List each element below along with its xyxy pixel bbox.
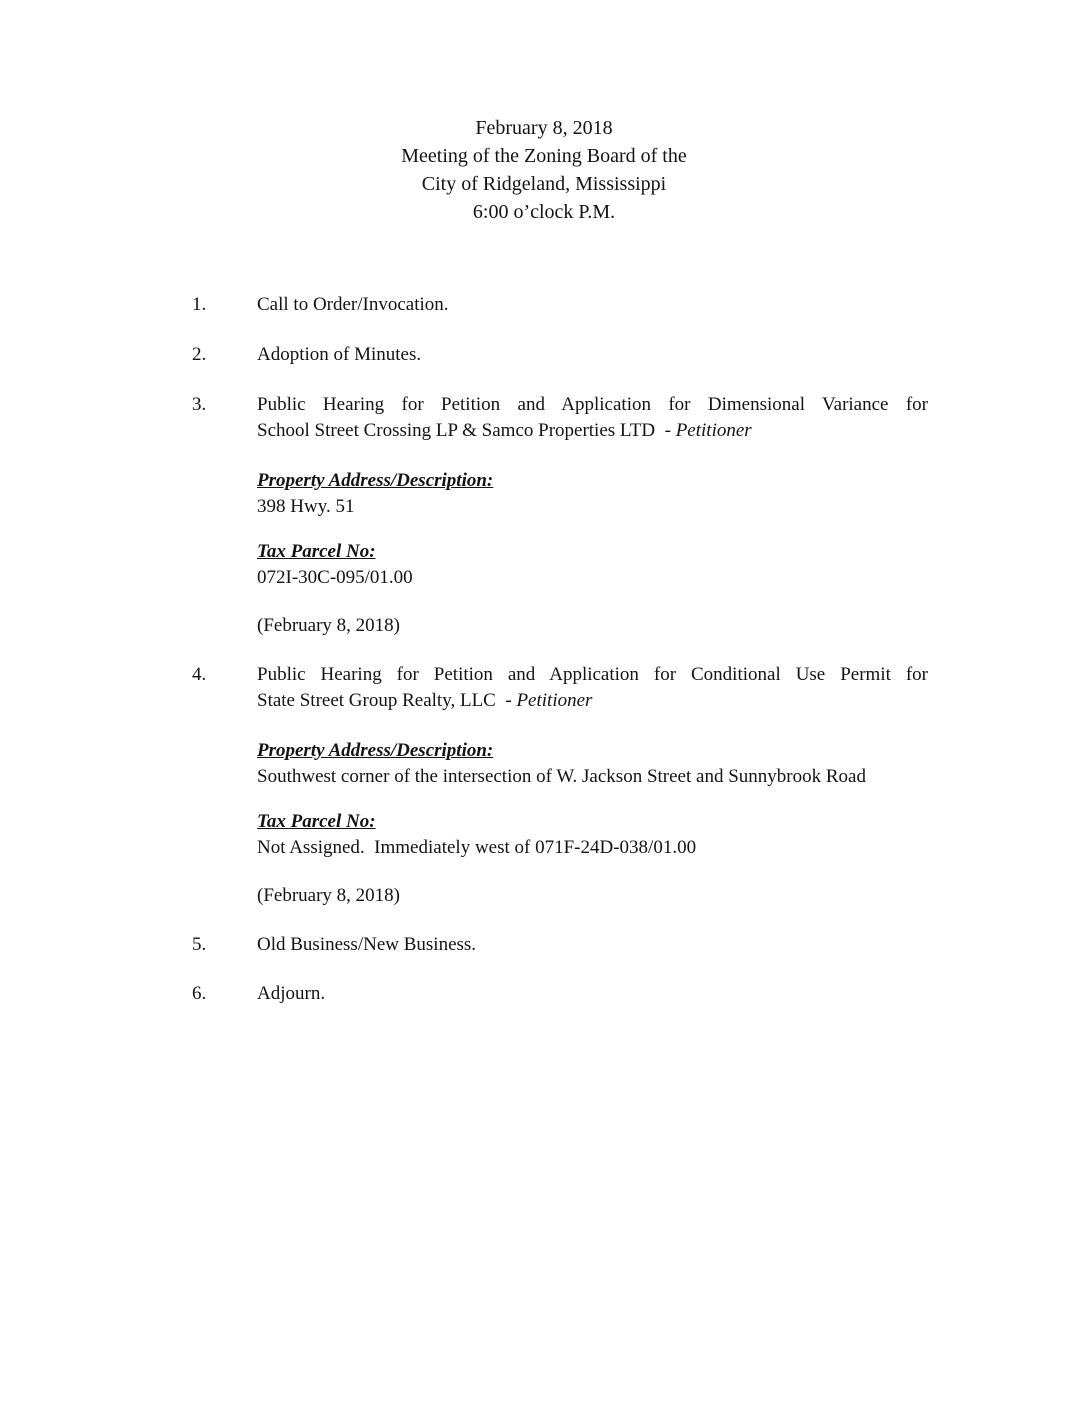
hearing-date-note: (February 8, 2018): [257, 885, 400, 906]
tax-parcel-label: Tax Parcel No:: [257, 811, 376, 832]
item-text-line1: Public Hearing for Petition and Application for Conditional Use Permit for: [257, 664, 928, 685]
property-address-label: Property Address/Description:: [257, 470, 494, 491]
tax-parcel-value: Not Assigned. Immediately west of 071F-24D-038/01.00: [257, 837, 697, 858]
item-number: 2.: [192, 344, 207, 365]
property-address-value: Southwest corner of the intersection of W. Jackson Street and Sunnybrook Road: [257, 766, 866, 787]
property-address-block: [257, 738, 928, 790]
header-city-line: City of Ridgeland, Mississippi: [421, 173, 667, 195]
item-text-line2: [257, 688, 928, 714]
property-address-block: [257, 468, 928, 520]
tax-parcel-block: [257, 539, 928, 591]
petition-subject: School Street Crossing LP & Samco Properties LTD: [257, 420, 656, 441]
petitioner-label: Petitioner: [516, 690, 593, 711]
item-text: Adoption of Minutes.: [257, 344, 422, 365]
item-number: 3.: [192, 394, 207, 415]
agenda-item-1: [192, 292, 932, 318]
item-number: 1.: [192, 294, 207, 315]
item-number: 5.: [192, 934, 207, 955]
item-text: Call to Order/Invocation.: [257, 294, 449, 315]
item-number: 4.: [192, 664, 207, 685]
header-meeting-line: Meeting of the Zoning Board of the: [401, 145, 687, 167]
hearing-date-note: (February 8, 2018): [257, 615, 400, 636]
agenda-item-2: [192, 342, 932, 368]
item-text: Old Business/New Business.: [257, 934, 477, 955]
petitioner-separator: -: [655, 420, 676, 441]
property-address-value: 398 Hwy. 51: [257, 496, 355, 517]
tax-parcel-value: 072I-30C-095/01.00: [257, 567, 413, 588]
agenda-item-4: [192, 662, 932, 932]
agenda-list: [192, 292, 932, 1007]
header-time-line: 6:00 o’clock P.M.: [472, 201, 616, 223]
petitioner-separator: -: [495, 690, 517, 711]
header-date-line: February 8, 2018: [475, 117, 613, 139]
tax-parcel-label: Tax Parcel No:: [257, 541, 376, 562]
petition-subject: State Street Group Realty, LLC: [257, 690, 496, 711]
item-text: Adjourn.: [257, 983, 326, 1004]
item-number: 6.: [192, 983, 207, 1004]
item-text-line2: [257, 418, 928, 444]
petitioner-label: Petitioner: [675, 420, 752, 441]
tax-parcel-block: [257, 809, 928, 861]
agenda-item-3: [192, 392, 932, 662]
document-header: [0, 0, 1088, 226]
property-address-label: Property Address/Description:: [257, 740, 494, 761]
item-text-line1: Public Hearing for Petition and Application for Dimensional Variance for: [257, 394, 928, 415]
agenda-item-5: [192, 932, 932, 958]
agenda-item-6: [192, 981, 932, 1007]
